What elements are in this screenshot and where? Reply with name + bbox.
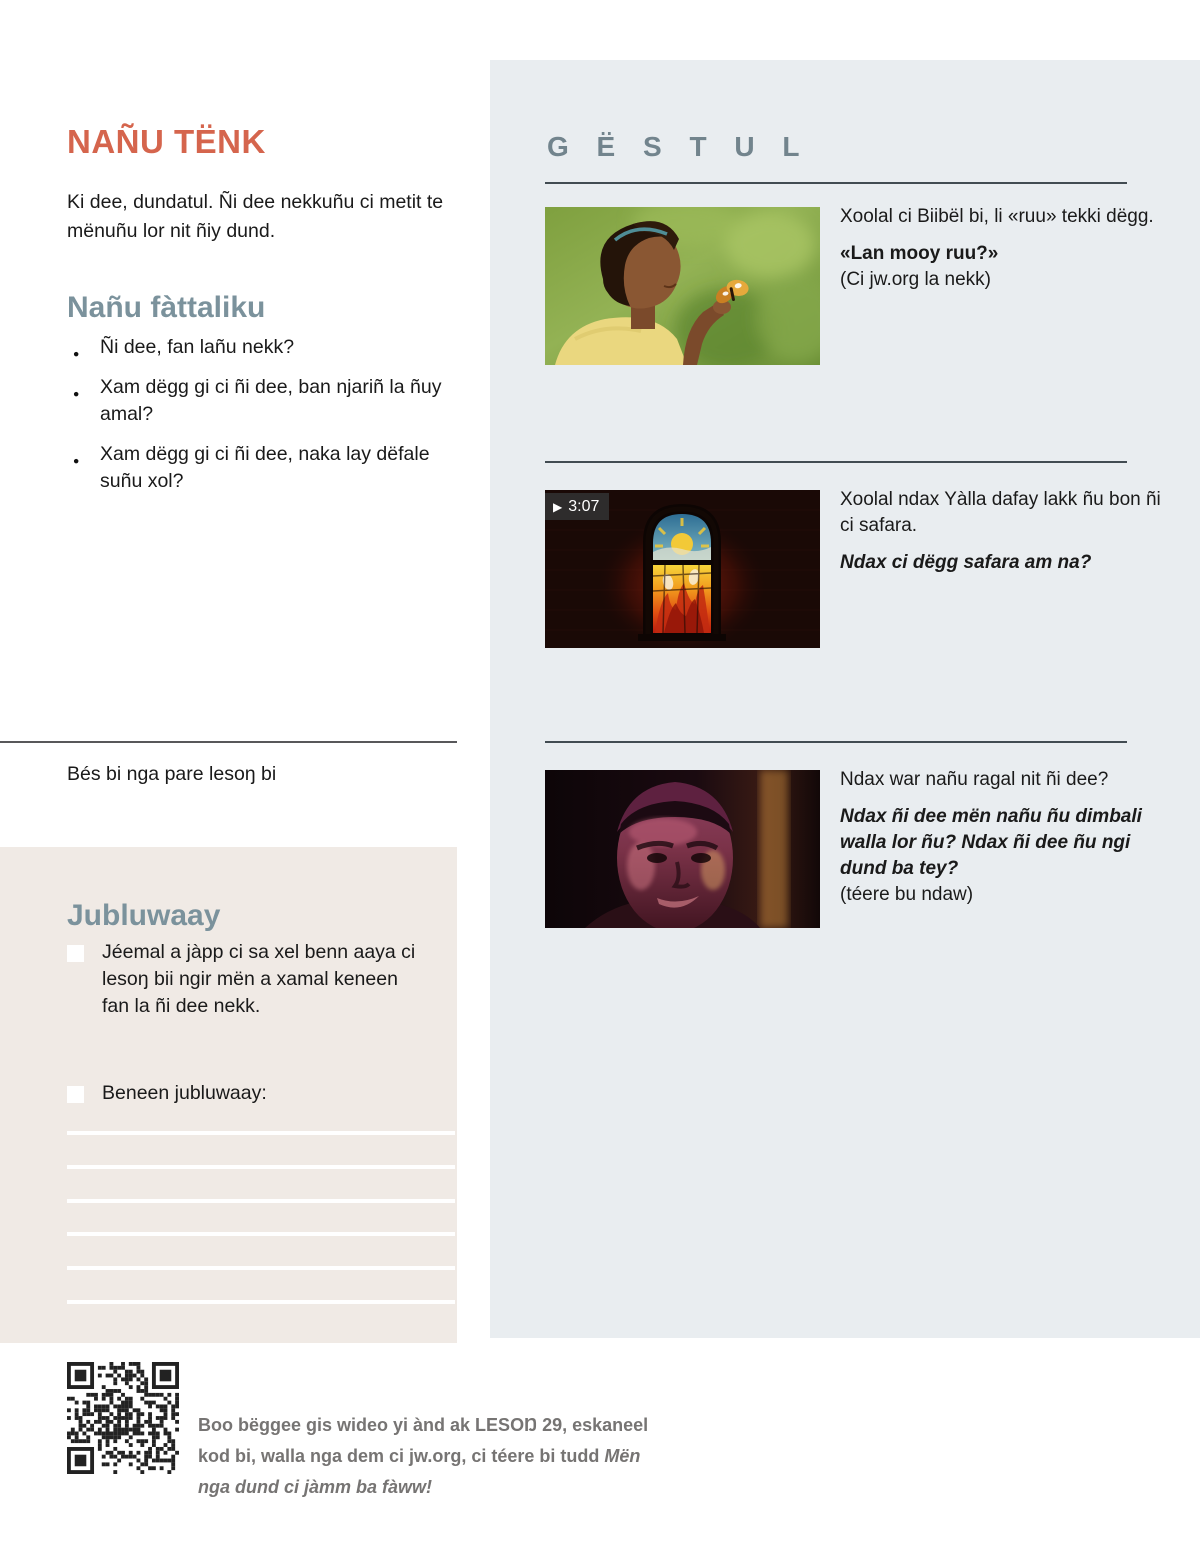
write-in-line[interactable] xyxy=(67,1199,455,1203)
goal-item: Jéemal a jàpp ci sa xel benn aaya ci lesoŋ bii ngir mën a xamal keneen fan la ñi dee nekk. xyxy=(102,941,416,1017)
goal-checkbox[interactable] xyxy=(67,1086,84,1103)
review-question: ● Ñi dee, fan lañu nekk? xyxy=(70,334,450,361)
video-duration-badge xyxy=(545,493,609,520)
video-thumbnail-hellfire[interactable] xyxy=(545,490,820,648)
qr-code xyxy=(67,1362,179,1474)
divider xyxy=(545,461,1127,463)
row-question: Ndax ñi dee mën nañu ñu dimbali walla lor ñu? Ndax ñi dee ñu ngi dund ba tey? xyxy=(840,806,1142,879)
row-source-note: (Ci jw.org la nekk) xyxy=(840,269,991,290)
review-question: ● Xam dëgg gi ci ñi dee, ban njariñ la ñuy amal? xyxy=(70,374,450,428)
footer-book-title: Mën nga dund ci jàmm ba fàww! xyxy=(198,1446,641,1497)
row-instruction: Xoolal ci Biibël bi, li «ruu» tekki dëgg. xyxy=(840,206,1154,227)
play-icon: ▶ xyxy=(553,499,563,514)
row-source-note: (téere bu ndaw) xyxy=(840,884,974,905)
divider xyxy=(545,182,1127,184)
divider xyxy=(545,741,1127,743)
write-in-line[interactable] xyxy=(67,1232,455,1236)
explore-row-text xyxy=(840,487,1170,587)
row-media-title: «Lan mooy ruu?» xyxy=(840,243,999,264)
row-instruction: Xoolal ndax Yàlla dafay lakk ñu bon ñi ci safara. xyxy=(840,489,1161,536)
write-in-line[interactable] xyxy=(67,1300,455,1304)
summary-title: NAÑU TËNK xyxy=(67,123,266,161)
write-in-line[interactable] xyxy=(67,1131,455,1135)
photo-girl-butterfly xyxy=(545,207,820,365)
row-instruction: Ndax war nañu ragal nit ñi dee? xyxy=(840,769,1109,790)
footer-instruction xyxy=(198,1410,676,1503)
goal-title: Jubluwaay xyxy=(67,898,221,932)
summary-paragraph: Ki dee, dundatul. Ñi dee nekkuñu ci metit te mënuñu lor nit ñiy dund. xyxy=(67,190,444,242)
goal-item-other-label: Beneen jubluwaay: xyxy=(102,1082,267,1104)
review-question-list xyxy=(70,334,450,508)
row-question: Ndax ci dëgg safara am na? xyxy=(840,552,1092,573)
footer-text: Boo bëggee gis wideo yi ànd ak LESOŊ 29, eskaneel kod bi, walla nga dem ci jw.org, ci téere bi tudd xyxy=(198,1415,649,1466)
write-in-line[interactable] xyxy=(67,1165,455,1169)
explore-title: G Ë S T U L xyxy=(547,131,810,163)
explore-panel xyxy=(490,60,1200,1338)
explore-row-text xyxy=(840,204,1170,304)
review-title: Nañu fàttaliku xyxy=(67,290,266,324)
completion-date-label: Bés bi nga pare lesoŋ bi xyxy=(67,763,277,785)
girl-butterfly-illustration xyxy=(545,207,820,365)
write-in-line[interactable] xyxy=(67,1266,455,1270)
review-question: ● Xam dëgg gi ci ñi dee, naka lay dëfale suñu xol? xyxy=(70,441,450,495)
photo-man-face xyxy=(545,770,820,928)
completion-divider xyxy=(0,741,457,743)
man-face-illustration xyxy=(545,770,820,928)
explore-row-text xyxy=(840,767,1170,919)
video-duration: 3:07 xyxy=(568,497,600,515)
goal-checkbox[interactable] xyxy=(67,945,84,962)
goal-panel xyxy=(0,847,457,1343)
